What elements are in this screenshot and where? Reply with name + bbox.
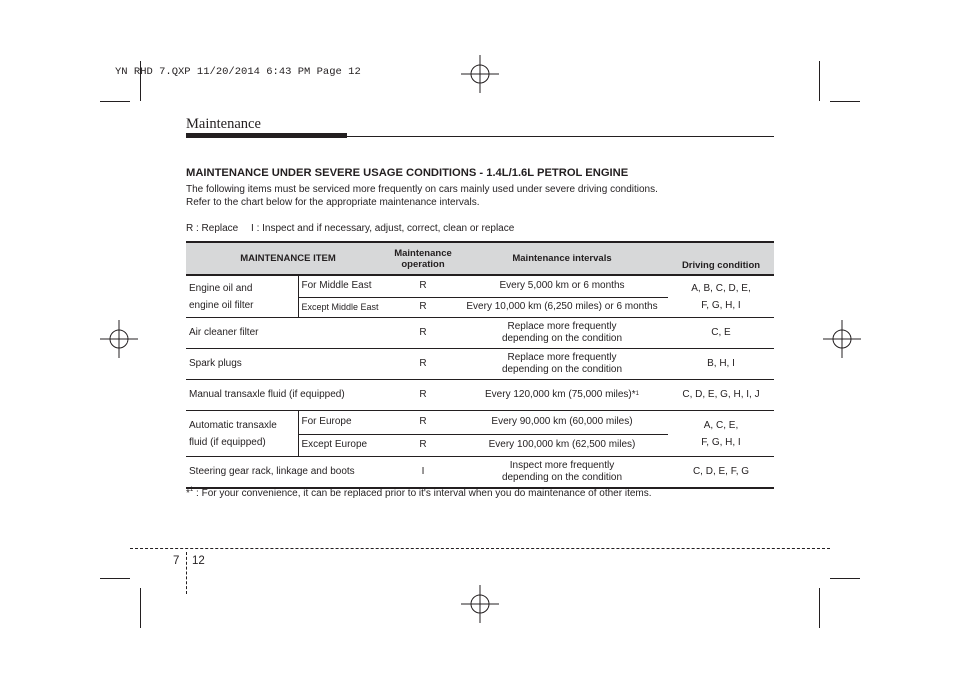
item-variant: Except Middle East [298,297,390,318]
operation-cell: I [390,457,456,489]
item-name: Steering gear rack, linkage and boots [186,457,390,489]
interval-cell: Every 5,000 km or 6 months [456,275,668,297]
col-header-item: MAINTENANCE ITEM [186,242,390,275]
print-slug: YN RHD 7.QXP 11/20/2014 6:43 PM Page 12 [115,66,361,78]
condition-cell: C, D, E, F, G [668,457,774,489]
crop-mark [819,61,820,101]
footer-rule [130,548,830,549]
operation-cell: R [390,318,456,349]
table-row [186,457,774,489]
crop-mark [100,101,130,102]
col-header-condition: Driving condition [668,242,774,275]
item-name: Air cleaner filter [186,318,390,349]
crop-mark [140,588,141,628]
operation-cell: R [390,297,456,318]
registration-mark-icon [100,320,138,358]
legend [186,223,514,234]
footnote-text: : For your convenience, it can be replaced prior to it's interval when you do maintenance of other items. [193,488,652,499]
registration-mark-icon [823,320,861,358]
interval-line: depending on the condition [501,472,623,483]
condition-cell: F, G, H, I [668,297,774,318]
crop-mark [100,578,130,579]
maintenance-table [186,241,774,489]
item-variant: For Middle East [298,275,390,297]
footnote [186,488,652,499]
page-number: 12 [192,555,205,567]
intro-line: Refer to the chart below for the appropriate maintenance intervals. [186,197,480,208]
interval-line: Replace more frequently [507,321,617,332]
condition-cell: A, C, E, [703,419,739,431]
interval-line: Inspect more frequently [509,460,615,471]
item-name: Automatic transaxle [189,419,277,431]
intro-line: The following items must be serviced more frequently on cars mainly used under severe driving conditions. [186,184,658,195]
legend-replace: R : Replace [186,223,239,234]
interval-cell [456,349,668,380]
crop-mark [830,101,860,102]
item-name: Spark plugs [186,349,390,380]
interval-cell [456,318,668,349]
item-variant: Except Europe [298,434,390,457]
condition-cell: F, G, H, I [668,434,774,457]
table-row [186,297,774,318]
table-row [186,349,774,380]
interval-line: depending on the condition [501,333,623,344]
section-title: Maintenance [186,116,261,132]
table-row [186,275,774,297]
operation-cell: R [390,411,456,435]
interval-line: Replace more frequently [507,352,617,363]
interval-cell: Every 100,000 km (62,500 miles) [456,434,668,457]
crop-mark [830,578,860,579]
footnote-mark: * [186,488,190,499]
col-header-intervals: Maintenance intervals [456,242,668,275]
table-row [186,380,774,411]
registration-mark-icon [461,55,499,93]
condition-cell: B, H, I [668,349,774,380]
interval-cell: Every 10,000 km (6,250 miles) or 6 months [456,297,668,318]
table-row [186,411,774,435]
item-name: engine oil filter [186,297,298,318]
interval-cell [456,457,668,489]
footer-divider [186,552,187,594]
interval-cell: Every 90,000 km (60,000 miles) [456,411,668,435]
col-header-operation: Maintenance operation [390,242,456,275]
operation-cell: R [390,275,456,297]
footnote-sup: 1 [189,487,194,493]
legend-inspect: I : Inspect and if necessary, adjust, correct, clean or replace [251,223,515,234]
table-row [186,318,774,349]
condition-cell: C, E [668,318,774,349]
operation-cell: R [390,349,456,380]
crop-mark [819,588,820,628]
condition-cell: C, D, E, G, H, I, J [668,380,774,411]
item-name: Manual transaxle fluid (if equipped) [186,380,390,411]
page-heading: MAINTENANCE UNDER SEVERE USAGE CONDITIONS - 1.4L/1.6L PETROL ENGINE [186,167,629,179]
footnote-ref: 1 [635,391,639,397]
item-name: Engine oil and [189,282,253,294]
registration-mark-icon [461,585,499,623]
header-rule-accent [186,133,347,138]
chapter-number: 7 [173,555,180,567]
item-variant: For Europe [298,411,390,435]
operation-cell: R [390,434,456,457]
condition-cell: A, B, C, D, E, [691,282,751,294]
interval-line: depending on the condition [501,364,623,375]
interval-cell [456,380,668,411]
operation-cell: R [390,380,456,411]
interval-text: Every 120,000 km (75,000 miles)* [485,389,636,400]
item-name: fluid (if equipped) [186,434,298,457]
table-row [186,434,774,457]
